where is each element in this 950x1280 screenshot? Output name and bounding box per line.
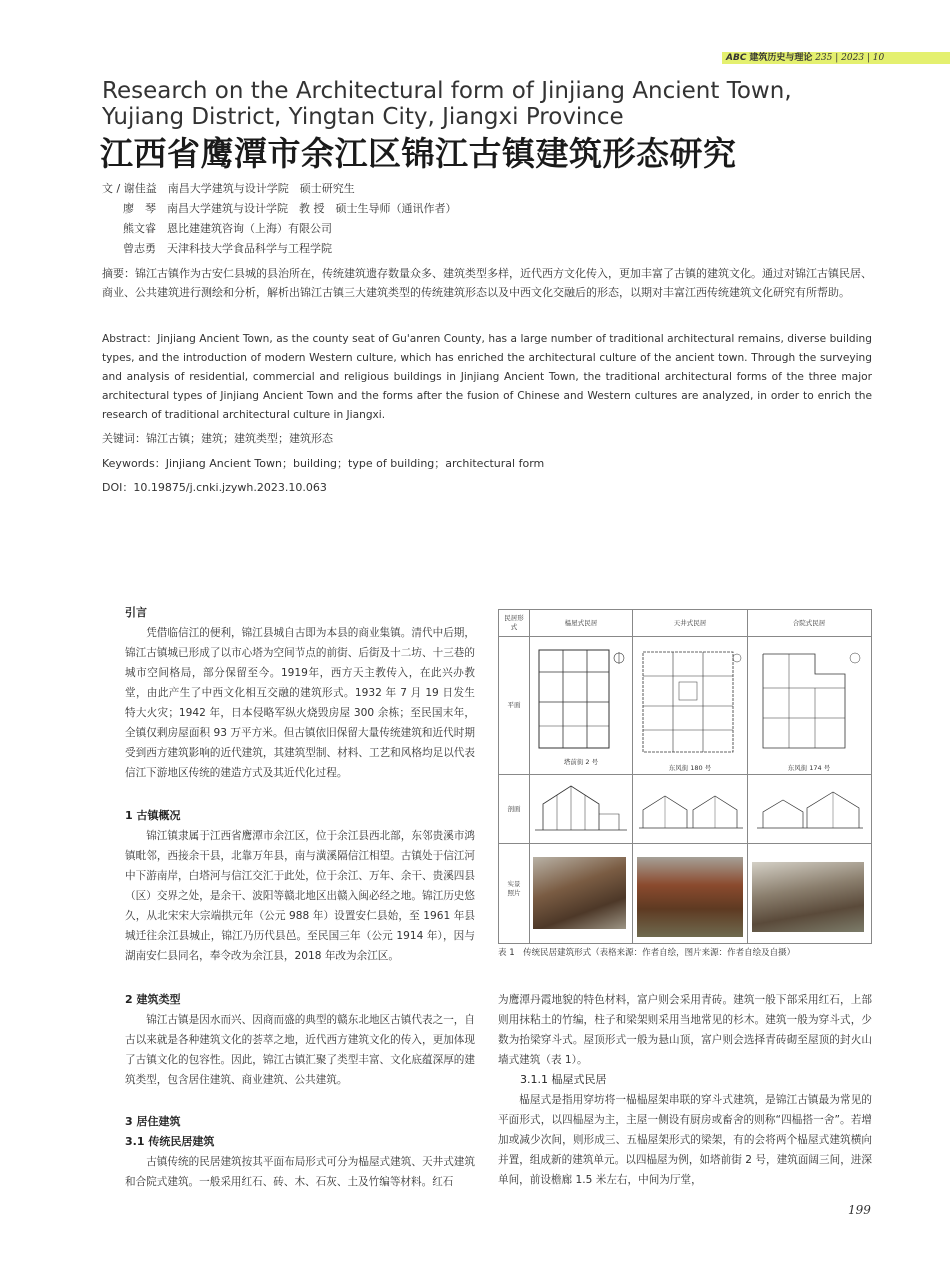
- author-line: [123, 202, 457, 216]
- plan-caption: 东风街 180 号: [668, 764, 712, 772]
- plan-drawing-2: [639, 646, 743, 764]
- section-drawing-2: [637, 784, 745, 836]
- journal-header: [726, 52, 884, 64]
- keywords-english: Keywords：Jinjiang Ancient Town；building；type of building；architectural form: [102, 457, 545, 470]
- heading-intro: 引言: [125, 606, 147, 619]
- section-drawing-1: [533, 780, 629, 838]
- plan-drawing-3: [755, 644, 865, 764]
- abstract-chinese: 摘要：锦江古镇作为古安仁县城的县治所在，传统建筑遗存数量众多、建筑类型多样，近代西方文化传入，更加丰富了古镇的建筑文化。通过对锦江古镇民居、商业、公共建筑进行测绘和分析，解析出锦江古镇三大建筑类型的传统建筑形态以及中西文化交融后的形态，以期对丰富江西传统建筑文化研究有所帮助。: [102, 267, 872, 299]
- table-row-label: 平面: [507, 701, 521, 709]
- author-name: 曾志勇: [123, 242, 156, 255]
- heading-section-3-1: 3.1 传统民居建筑: [125, 1135, 215, 1148]
- section-drawing-3: [755, 784, 865, 836]
- author-line: [123, 242, 332, 256]
- table-1-caption: 表 1 传统民居建筑形式（表格来源：作者自绘，图片来源：作者自绘及自摄）: [498, 948, 796, 958]
- author-name: 廖 琴: [123, 202, 156, 215]
- keywords-chinese: 关键词：锦江古镇；建筑；建筑类型；建筑形态: [102, 432, 333, 445]
- title-chinese: 江西省鹰潭市余江区锦江古镇建筑形态研究: [100, 134, 737, 173]
- paragraph-intro: 凭借临信江的便利，锦江县城自古即为本县的商业集镇。清代中后期，锦江古镇城已形成了以市心塔为空间节点的前街、后街及十二坊、十三巷的城市空间格局，部分保留至今。1919年，西方天主教传入，在此兴办教堂，由此产生了中西文化相互交融的建筑形式。1932 年 7 月 19 日发生特大火灾；1942 年，日本侵略军纵火烧毁房屋 300 余栋；至民国末年，全镇仅剩房屋面积 93 万平方米。但古镇依旧保留大量传统建筑和近代时期受到西方建筑影响的近代建筑，其建筑型制、材料、工艺和风格均足以代表信江下游地区传统的建造方式及其近代化过程。: [125, 627, 475, 779]
- table-col-header: 合院式民居: [792, 619, 826, 627]
- author-line: 文 / 谢佳益 南昌大学建筑与设计学院 硕士研究生: [102, 182, 355, 195]
- plan-caption: 东风街 174 号: [787, 764, 831, 772]
- heading-section-2: 2 建筑类型: [125, 993, 181, 1006]
- plan-drawing-1: [535, 644, 627, 756]
- author-line: [123, 222, 332, 236]
- table-row-label: 剖面: [507, 805, 521, 813]
- author-affiliation: 南昌大学建筑与设计学院 硕士研究生: [167, 182, 355, 195]
- right-column: [498, 990, 872, 1190]
- photo-3: [752, 862, 864, 932]
- heading-section-1: 1 古镇概况: [125, 809, 181, 822]
- table-row-label: 实景照片: [507, 880, 521, 897]
- author-name: 熊文睿: [123, 222, 156, 235]
- title-english: Research on the Architectural form of Jinjiang Ancient Town, Yujiang District, Yingtan City, Jiangxi Province: [102, 78, 792, 130]
- left-column-sec3: [125, 1112, 475, 1192]
- doi: DOI：10.19875/j.cnki.jzywh.2023.10.063: [102, 481, 327, 494]
- paragraph-section-2: 锦江古镇是因水而兴、因商而盛的典型的赣东北地区古镇代表之一，自古以来就是各种建筑文化的荟萃之地，近代西方建筑文化的传入，更加体现了古镇文化的包容性。因此，锦江古镇汇聚了类型丰富、文化底蕴深厚的建筑类型，包含居住建筑、商业建筑、公共建筑。: [125, 1014, 475, 1086]
- table-col-header: 榀屋式民居: [564, 619, 598, 627]
- author-name: 谢佳益: [123, 182, 157, 195]
- plan-caption: 塔前街 2 号: [563, 758, 599, 766]
- heading-section-3-1-1: 3.1.1 榀屋式民居: [520, 1073, 607, 1086]
- photo-1: [533, 857, 626, 929]
- abstract-english: Abstract：Jinjiang Ancient Town, as the county seat of Gu'anren County, has a large number of traditional architectural remains, diverse building types, and the introduction of modern Western culture, which has enriched the architectural culture of the ancient town. Through the surveying and analysis of residential, commercial and religious buildings in Jinjiang Ancient Town, the traditional architectural forms of the three major architectural types of Jinjiang Ancient Town and the forms after the fusion of Chinese and Western cultures are analyzed, in order to enrich the research of traditional architectural culture in Jiangxi.: [102, 333, 872, 421]
- table-row-header: 民居形式: [504, 614, 524, 631]
- author-affiliation: 恩比建建筑咨询（上海）有限公司: [167, 222, 332, 235]
- journal-logo: ABC: [726, 53, 747, 63]
- table-col-header: 天井式民居: [673, 619, 707, 627]
- author-affiliation: 天津科技大学食品科学与工程学院: [167, 242, 332, 255]
- paragraph-section-3-1: 古镇传统的民居建筑按其平面布局形式可分为榀屋式建筑、天井式建筑和合院式建筑。一般采用红石、砖、木、石灰、土及竹编等材料。红石: [125, 1156, 475, 1188]
- page-number: 199: [848, 1203, 871, 1217]
- left-column-sec1: [125, 806, 475, 966]
- photo-2: [637, 857, 743, 937]
- paragraph-section-3-1-1: 榀屋式是指用穿坊将一榀榀屋架串联的穿斗式建筑，是锦江古镇最为常见的平面形式，以四榀屋为主，主屋一侧设有厨房或畜舍的则称“四榀搭一舍”。若增加或减少次间，则形成三、五榀屋架形式的梁架，有的会将两个榀屋式建筑横向并置，组成新的建筑单元。以四榀屋为例，如塔前街 2 号，建筑面阔三间，进深单间，前设檐廊 1.5 米左右，中间为厅堂，: [498, 1094, 872, 1186]
- section-name: 建筑历史与理论: [749, 53, 813, 63]
- heading-section-3: 3 居住建筑: [125, 1115, 181, 1128]
- issue-info: 235 | 2023 | 10: [815, 53, 885, 63]
- author-affiliation: 南昌大学建筑与设计学院 教 授 硕士生导师（通讯作者）: [167, 202, 457, 215]
- left-column: [125, 603, 475, 783]
- left-column-sec2: [125, 990, 475, 1090]
- table-1-figure: [498, 609, 872, 944]
- paragraph-section-1: 锦江镇隶属于江西省鹰潭市余江区，位于余江县西北部，东邻贵溪市鸿镇毗邻，西接余干县，北靠万年县，南与潢溪隔信江相望。古镇处于信江河中下游南岸，白塔河与信江交汇于此处，位于余江、万年、余干、贵溪四县（区）交界之处，是余干、波阳等赣北地区出赣入闽必经之地。锦江历史悠久，从北宋宋大宗端拱元年（公元 988 年）设置安仁县始，至 1961 年县城迁往余江县城止，锦江乃历代县邑。至民国三年（公元 1914 年），因与湖南安仁县同名，奉令改为余江县，2018 年改为余江区。: [125, 830, 475, 962]
- paragraph-continued: 为鹰潭丹霞地貌的特色材料，富户则会采用青砖。建筑一般下部采用红石，上部则用抹粘土的竹编，柱子和梁架则采用当地常见的杉木。建筑一般为穿斗式，少数为抬梁穿斗式。屋顶形式一般为悬山顶，富户则会选择青砖砌至屋顶的封火山墙式建筑（表 1）。: [498, 994, 872, 1066]
